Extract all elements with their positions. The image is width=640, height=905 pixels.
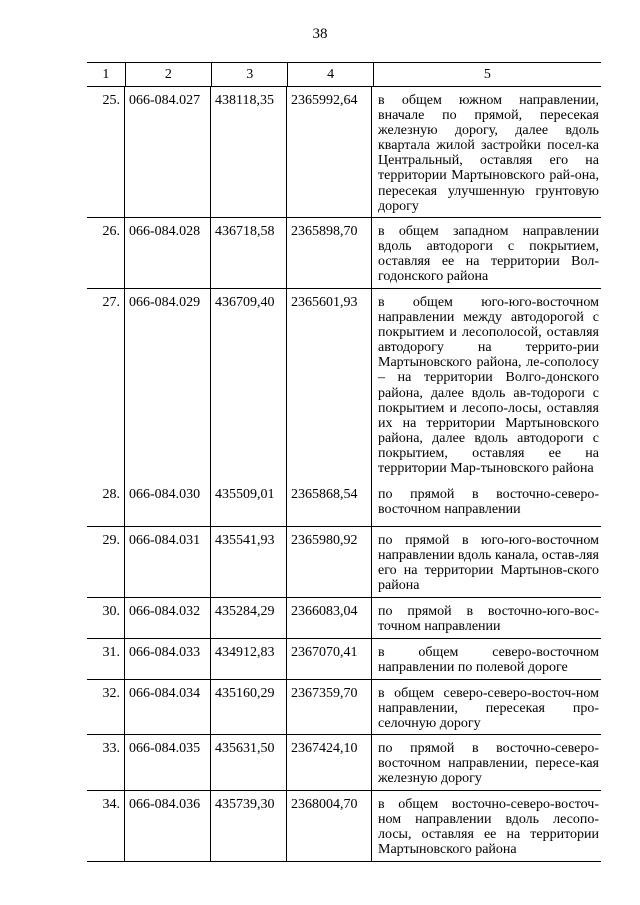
coord-x: 436709,40 [211, 289, 287, 487]
point-code: 066-084.029 [125, 289, 211, 487]
coord-x: 438118,35 [211, 87, 287, 217]
coord-y: 2367359,70 [287, 680, 372, 734]
point-code: 066-084.032 [125, 598, 211, 638]
point-code: 066-084.036 [125, 791, 211, 861]
coord-x: 436718,58 [211, 218, 287, 288]
row-number: 33. [87, 735, 125, 790]
coord-y: 2365898,70 [287, 218, 372, 288]
boundary-description: в общем северо-восточном направлении по полевой дороге [378, 645, 599, 676]
point-code: 066-084.028 [125, 218, 211, 288]
row-number: 29. [87, 527, 125, 597]
page-number: 38 [312, 26, 328, 42]
table-header [87, 62, 601, 87]
header-col-5: 5 [483, 66, 491, 82]
table-row [87, 289, 601, 487]
coord-y: 2365980,92 [287, 527, 372, 597]
row-number: 34. [87, 791, 125, 861]
row-number: 26. [87, 218, 125, 288]
table-row [87, 218, 601, 289]
coord-x: 435160,29 [211, 680, 287, 734]
coord-y: 2365601,93 [287, 289, 372, 487]
coord-x: 435739,30 [211, 791, 287, 861]
table-row [87, 680, 601, 735]
row-number: 25. [87, 87, 125, 217]
point-code: 066-084.033 [125, 639, 211, 679]
row-number: 30. [87, 598, 125, 638]
table-row [87, 598, 601, 639]
row-number: 32. [87, 680, 125, 734]
header-col-1: 1 [87, 63, 126, 86]
coord-x: 435631,50 [211, 735, 287, 790]
row-number: 27. [87, 289, 125, 487]
table-row [87, 639, 601, 680]
coord-x: 435541,93 [211, 527, 287, 597]
point-code: 066-084.030 [125, 487, 211, 526]
coord-y: 2368004,70 [287, 791, 372, 861]
row-number: 28. [87, 487, 125, 526]
boundary-description: по прямой в юго-юго-восточном направлении вдоль канала, остав-ляя его на территории Мартынов-ского района [378, 533, 599, 594]
boundary-description: по прямой в восточно-северо-восточном направлении [378, 487, 599, 518]
boundary-description: в общем юго-юго-восточном направлении между автодорогой с покрытием и лесополосой, оставляя автодорогу на террито-рии Мартыновского района, ле-сополосу – на территории Волго-донского района, далее вдоль ав-тодороги с покрытием и лесопо-лосы, оставляя их на территории Мартыновского района, далее вдоль автодороги с покрытием, оставляя ее на территории Мар-тыновского района [378, 295, 599, 477]
boundary-description: в общем северо-северо-восточ-ном направлении, пересекая про-селочную дорогу [378, 686, 599, 732]
boundary-description: по прямой в восточно-северо-восточном направлении, пересе-кая железную дорогу [378, 741, 599, 787]
coord-x: 435284,29 [211, 598, 287, 638]
point-code: 066-084.031 [125, 527, 211, 597]
table-row [87, 87, 601, 218]
header-col-3: 3 [212, 63, 288, 86]
header-col-2: 2 [126, 63, 212, 86]
boundary-description: в общем восточно-северо-восточ-ном направлении вдоль лесопо-лосы, оставляя ее на территории Мартыновского района [378, 797, 599, 858]
coord-y: 2365868,54 [287, 487, 372, 526]
table-row [87, 487, 601, 527]
point-code: 066-084.034 [125, 680, 211, 734]
table-row [87, 527, 601, 598]
coord-y: 2367424,10 [287, 735, 372, 790]
row-number: 31. [87, 639, 125, 679]
boundary-description: в общем южном направлении, вначале по прямой, пересекая железную дорогу, далее вдоль квартала жилой застройки посел-ка Центральный, оставляя его на территории Мартыновского рай-она, пересекая улучшенную грунтовую дорогу [378, 93, 599, 214]
coord-y: 2367070,41 [287, 639, 372, 679]
coord-y: 2365992,64 [287, 87, 372, 217]
point-code: 066-084.027 [125, 87, 211, 217]
coord-y: 2366083,04 [287, 598, 372, 638]
boundary-table [87, 62, 601, 862]
point-code: 066-084.035 [125, 735, 211, 790]
coord-x: 435509,01 [211, 487, 287, 526]
boundary-description: по прямой в восточно-юго-вос-точном направлении [378, 604, 599, 635]
header-col-4: 4 [288, 63, 373, 86]
table-row [87, 791, 601, 862]
table-row [87, 735, 601, 791]
coord-x: 434912,83 [211, 639, 287, 679]
boundary-description: в общем западном направлении вдоль автодороги с покрытием, оставляя ее на территории Вол-годонского района [378, 224, 599, 285]
